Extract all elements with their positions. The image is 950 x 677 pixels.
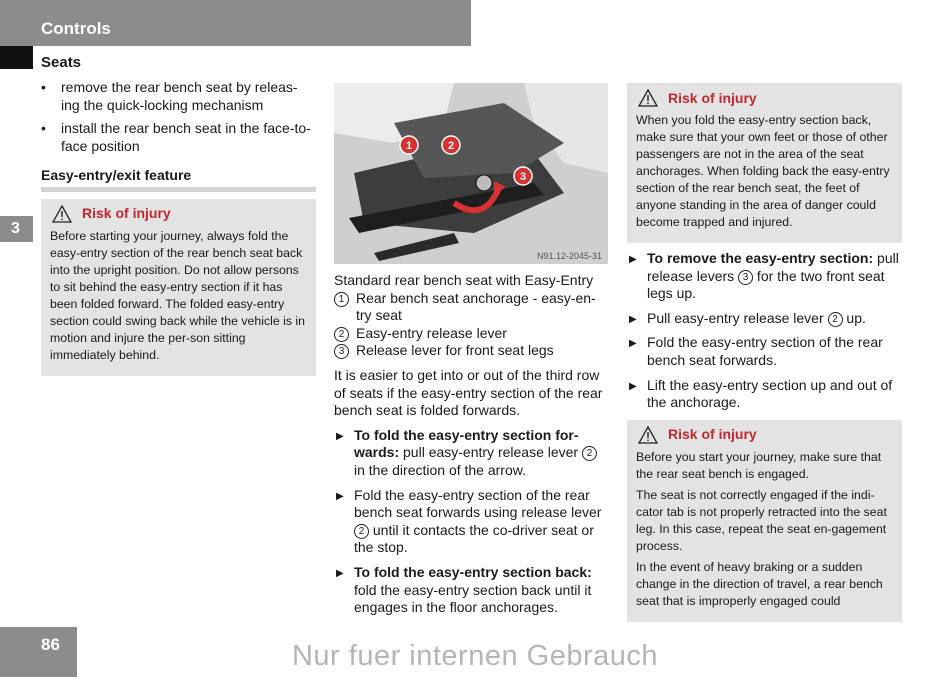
number-marker: 3	[334, 344, 349, 359]
number-marker: 2	[828, 312, 843, 327]
instruction-step: ▶ Fold the easy-entry section of the rear bench seat forwards using release lever 2 until it contacts the co-driver seat or the stop.	[334, 487, 610, 557]
number-marker: 2	[354, 524, 369, 539]
intro-paragraph: It is easier to get into or out of the third row of seats if the easy-entry section of the rear bench seat is folded forwards.	[334, 366, 603, 419]
warning-text: When you fold the easy-entry section back, make sure that your own feet or those of other passengers are not in the area of the seat anchorages. When folding back the easy-entry section of the rear bench seat, the feet of anyone standing in the area of danger could become trapped and injured.	[636, 113, 890, 229]
warning-title: Risk of injury	[668, 89, 757, 106]
column-left	[41, 79, 316, 376]
instruction-step: ▶ To remove the easy-entry section: pull release levers 3 for the two front seat legs up.	[627, 250, 902, 303]
seat-figure	[334, 83, 608, 264]
column-middle	[334, 83, 610, 617]
section-marker	[0, 46, 33, 69]
number-marker: 3	[738, 270, 753, 285]
header-title: Controls	[41, 19, 111, 38]
instruction-step: ▶ To fold the easy-entry section back: fold the easy-entry section back until it engages in the floor anchorages.	[334, 564, 610, 617]
instruction-step: ▶ Fold the easy-entry section of the rear bench seat forwards.	[627, 334, 902, 369]
divider	[41, 187, 316, 192]
watermark: Nur fuer internen Gebrauch	[291, 640, 659, 672]
number-marker: 2	[334, 327, 349, 342]
section-title: Seats	[41, 54, 82, 71]
page-number: 86	[41, 635, 60, 654]
figure-marker-2: 2	[447, 140, 455, 152]
bullet-item: • install the rear bench seat in the face-to-face position	[41, 120, 316, 155]
subheading: Easy-entry/exit feature	[41, 167, 192, 184]
number-marker: 1	[334, 292, 349, 307]
warning-triangle-icon	[638, 89, 658, 107]
warning-triangle-icon	[638, 426, 658, 444]
warning-text: Before you start your journey, make sure that the rear seat bench is engaged.	[636, 449, 882, 481]
legend-item: 3 Release lever for front seat legs	[334, 342, 610, 360]
legend-item: 2 Easy-entry release lever	[334, 325, 610, 343]
warning-text: The seat is not correctly engaged if the indi-cator tab is not properly retracted into the seat leg. In this case, repeat the seat en-gagement process.	[636, 487, 887, 553]
warning-text: In the event of heavy braking or a sudden change in the direction of travel, a rear bench seat that is improperly engaged could	[636, 559, 883, 608]
figure-marker-3: 3	[519, 171, 527, 183]
column-right	[627, 83, 902, 622]
instruction-step: ▶ Pull easy-entry release lever 2 up.	[627, 310, 902, 328]
warning-box	[41, 199, 316, 376]
figure-code: N91.12-2045-31	[536, 251, 602, 261]
instruction-step: ▶ To fold the easy-entry section for-wards: pull easy-entry release lever 2 in the direction of the arrow.	[334, 427, 610, 480]
figure-caption: Standard rear bench seat with Easy-Entry	[334, 272, 594, 288]
legend-item: 1 Rear bench seat anchorage - easy-en-try seat	[334, 290, 610, 325]
seat-illustration	[334, 83, 608, 264]
warning-triangle-icon	[52, 205, 72, 223]
figure-marker-1: 1	[405, 140, 413, 152]
warning-title: Risk of injury	[82, 205, 171, 222]
chapter-tab: 3	[0, 216, 33, 242]
number-marker: 2	[582, 446, 597, 461]
warning-text: Before starting your journey, always fold the easy-entry section of the rear bench seat back into the upright position. Do not allow persons to sit behind the easy-entry section if it has been folded forward. The folded easy-entry section could swing back while the vehicle is in motion and injure the per-son sitting immediately behind.	[50, 228, 305, 362]
instruction-step: ▶ Lift the easy-entry section up and out of the anchorage.	[627, 377, 902, 412]
warning-box	[627, 83, 902, 243]
bullet-item: • remove the rear bench seat by releas-ing the quick-locking mechanism	[41, 79, 316, 114]
warning-box	[627, 420, 902, 622]
warning-title: Risk of injury	[668, 426, 757, 443]
bullet-list	[41, 79, 316, 155]
